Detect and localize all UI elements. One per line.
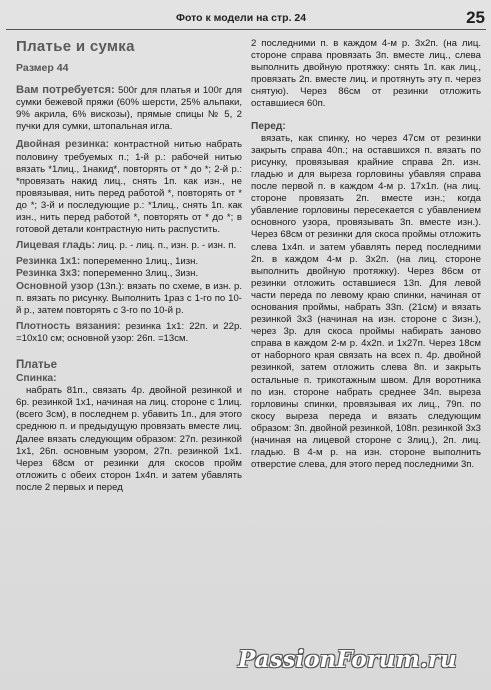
dress-heading: Платье: [16, 358, 58, 371]
back-continuation: 2 последними п. в каждом 4-м р. 3х2п. (на лиц. стороне справа провязать 3п. вместе лиц., слева выполнить двойную протяжку: снять 1п. как лиц., провязать 2п. вместе лиц. и протянуть эту п. через снятую). Через 86см от резинки отложить оставшиеся 60п.: [251, 38, 481, 110]
rib11-paragraph: [16, 256, 242, 268]
site-watermark: PassionForum.ru: [238, 646, 457, 673]
back-instructions: набрать 81п., связать 4р. двойной резинкой и 6р. резинкой 1х1, начиная на лиц. стороне с 1лиц. (всего 3см), в последнем р. убавить 1п., для этого среднюю п. и предыдущую провязать вместе лиц. Далее вязать следующим образом: 27п. резинкой 1х1, 26п. основным узором, 27п. резинкой 1х1. Через 68см от резинки для скосов пройм отложить с обеих сторон 1х4п. и затем убавлять после 2 первых и перед: [16, 385, 242, 493]
header-divider: [6, 29, 486, 30]
rib33-paragraph: [16, 268, 242, 280]
size-label: Размер 44: [16, 62, 69, 74]
page-header: [6, 8, 485, 30]
materials-label: Вам потребуется:: [16, 84, 115, 97]
main-pattern-paragraph: [16, 281, 242, 317]
rib11-label: Резинка 1х1:: [16, 256, 81, 268]
main-pattern-label: Основной узор: [16, 280, 94, 292]
density-paragraph: [16, 321, 242, 345]
double-rib-paragraph: [16, 139, 242, 236]
double-rib-text: контрастной нитью набрать половину требуемых п.; 1-й р.: рабочей нитью вязать *1лиц., 1накид*, повторять от * до *; 2-й р.: *провязать накид лиц., снять 1п. как изн., не провязывая, нить перед работой *, повторять от * до *; 3-й и последующие р.: *1лиц., снять 1п. как изн., нить перед работой *, повторять от * до *; в готовой детали контрастную нить распустить.: [16, 139, 242, 236]
photo-reference: Фото к модели на стр. 24: [176, 12, 307, 24]
stockinette-label: Лицевая гладь:: [16, 240, 95, 252]
density-label: Плотность вязания:: [16, 320, 121, 332]
left-column: [16, 38, 242, 494]
rib33-label: Резинка 3х3:: [16, 268, 81, 280]
back-heading: Спинка:: [16, 373, 57, 385]
materials-paragraph: [16, 84, 242, 133]
double-rib-label: Двойная резинка:: [16, 139, 110, 151]
materials-text: 500г для платья и 100г для сумки бежевой пряжи (60% шерсти, 25% альпаки, 9% акрила, 6% вискозы), прямые спицы № 5, 2 пучки для сумки, штопальная игла.: [16, 85, 242, 133]
right-column: [251, 38, 481, 471]
stockinette-text: лиц. р. - лиц. п., изн. р. - изн. п.: [95, 240, 237, 252]
rib33-text: попеременно 3лиц., 3изн.: [80, 268, 199, 280]
rib11-text: попеременно 1лиц., 1изн.: [80, 256, 199, 268]
main-pattern-text: (13п.): вязать по схеме, в изн. р. п. вязать по рисунку. Выполнить 1раз с 1-го по 10-й р., затем повторять с 3-го по 10-й р.: [16, 280, 242, 316]
stockinette-paragraph: [16, 240, 242, 252]
density-text: резинка 1х1: 22п. и 22р. =10х10 см; основной узор: 26п. =13см.: [16, 320, 242, 344]
front-heading: Перед:: [251, 120, 286, 132]
front-instructions: вязать, как спинку, но через 47см от резинки закрыть справа 40п.; на оставшихся п. вязать по рисунку, провязывая крайние справа 2п. изн. гладью и для выреза горловины убавляя справа после первой п. в каждом 4-м р. 17х1п. (на лиц. стороне провязать 2п. вместе изн.; когда убавление горловины пересекается с убавлением основного узора, провязывать 3п. вместе изн.). Через 68см от резинки для скоса проймы отложить слева 1х4п. и затем убавлять перед последними 2п. в каждом 4-м р. 3х2п. (на лиц. стороне выполнить двойную протяжку). Через 86см от резинки отложить оставшиеся 13п. Для левой части переда по левому краю спинки, начиная от основания проймы, набрать 33п. (21см) и вязать резинкой 3х3 (начиная на изн. стороне с 3изн.), через 3р. для скоса проймы набирать заново справа в каждом 2-м р. 4х2п. и 1х27п. Через 18см от наборного края связать на всех п. 4р. двойной резинкой, затем отложить слева 8п. и закрыть остальные п. трикотажным швом. Для воротника по изн. стороне набрать среднее 34п. выреза горловины спинки, провязывая их лиц., 79п. по скосу выреза переда и вязать следующим образом: 3п. двойной резинкой, 108п. резинкой 3х3 (начиная на лицевой стороне с 3лиц.), 2п. лиц. гладью. В 4-м р. на изн. стороне выполнить отверстие слева, для этого перед последними 3п.: [251, 132, 481, 471]
page-number: 25: [466, 8, 485, 27]
article-title: Платье и сумка: [16, 38, 135, 55]
